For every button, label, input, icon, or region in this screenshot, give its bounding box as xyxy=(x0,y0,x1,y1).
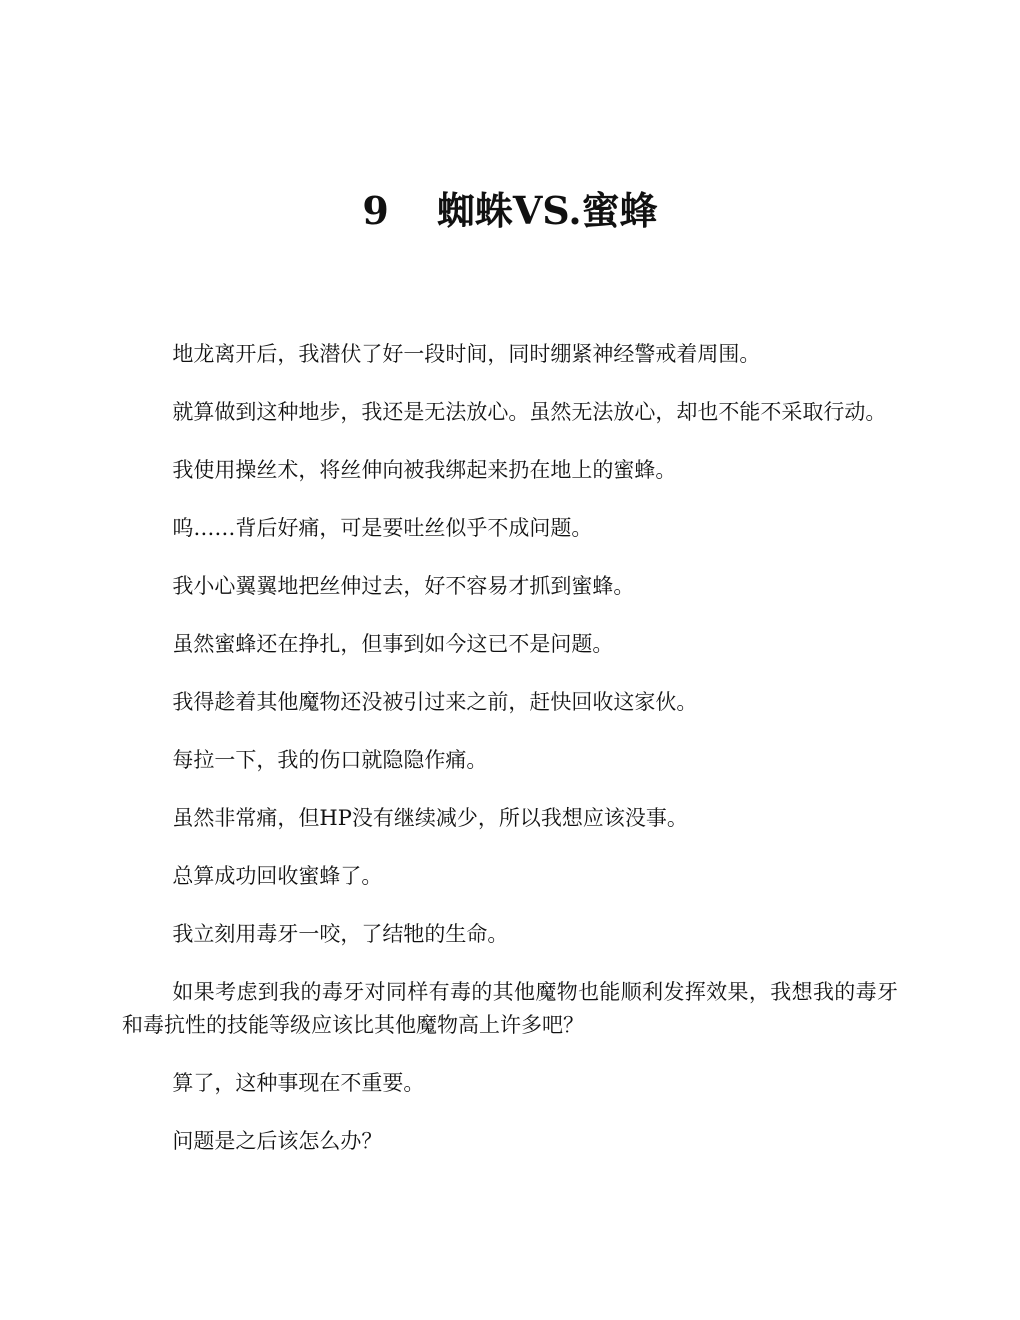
paragraph: 就算做到这种地步，我还是无法放心。虽然无法放心，却也不能不采取行动。 xyxy=(172,400,887,424)
paragraph: 问题是之后该怎么办？ xyxy=(172,1129,383,1153)
paragraph: 如果考虑到我的毒牙对同样有毒的其他魔物也能顺利发挥效果，我想我的毒牙和毒抗性的技能等级应该比其他魔物高上许多吧？ xyxy=(122,980,898,1037)
body-text xyxy=(122,338,898,1183)
paragraph: 虽然蜜蜂还在挣扎，但事到如今这已不是问题。 xyxy=(172,632,614,656)
chapter-title-text: 蜘蛛VS.蜜蜂 xyxy=(436,188,658,234)
paragraph: 地龙离开后，我潜伏了好一段时间，同时绷紧神经警戒着周围。 xyxy=(172,342,761,366)
paragraph: 总算成功回收蜜蜂了。 xyxy=(172,864,383,888)
paragraph: 呜……背后好痛，可是要吐丝似乎不成问题。 xyxy=(172,516,593,540)
paragraph: 我使用操丝术，将丝伸向被我绑起来扔在地上的蜜蜂。 xyxy=(172,458,677,482)
paragraph: 每拉一下，我的伤口就隐隐作痛。 xyxy=(172,748,488,772)
chapter-title xyxy=(0,185,1020,237)
chapter-number: 9 xyxy=(362,188,389,234)
paragraph: 虽然非常痛，但HP没有继续减少，所以我想应该没事。 xyxy=(172,806,688,830)
paragraph: 我小心翼翼地把丝伸过去，好不容易才抓到蜜蜂。 xyxy=(172,574,635,598)
paragraph: 我立刻用毒牙一咬，了结牠的生命。 xyxy=(172,922,509,946)
paragraph: 算了，这种事现在不重要。 xyxy=(172,1071,425,1095)
paragraph: 我得趁着其他魔物还没被引过来之前，赶快回收这家伙。 xyxy=(172,690,698,714)
